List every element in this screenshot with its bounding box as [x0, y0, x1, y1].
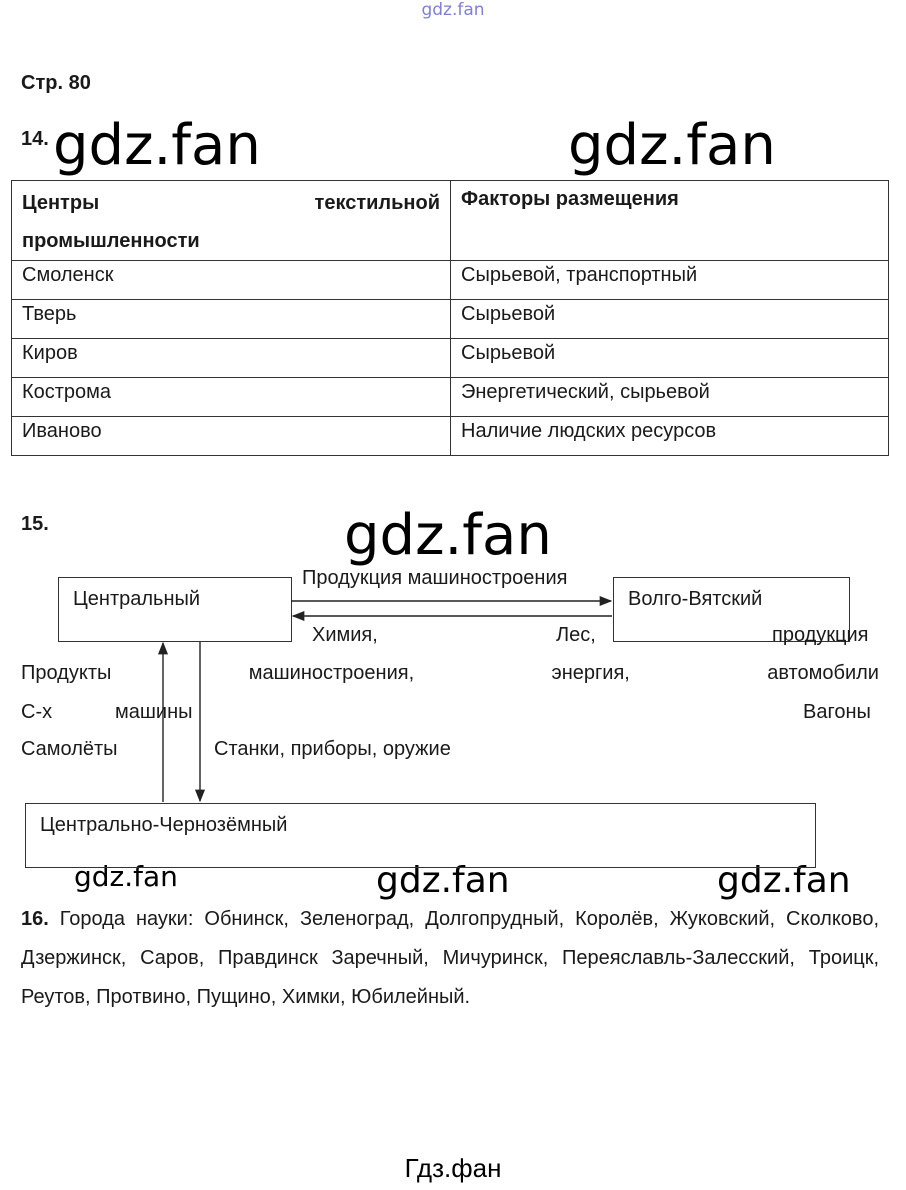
- city-cell: Иваново: [12, 417, 451, 456]
- flow-text: энергия,: [551, 662, 630, 684]
- footer-site-name: Гдз.фан: [404, 1153, 502, 1183]
- watermark: gdz.fan: [53, 113, 261, 178]
- watermark: gdz.fan: [74, 860, 178, 893]
- box-volga-label: Волго-Вятский: [628, 588, 763, 610]
- task-16-paragraph: [21, 900, 879, 1017]
- task-14-number: 14.: [21, 128, 49, 150]
- box-central-label: Центральный: [73, 588, 201, 610]
- watermark: gdz.fan: [717, 860, 851, 901]
- factor-cell: Энергетический, сырьевой: [451, 378, 889, 417]
- header-word: промышленности: [22, 230, 200, 252]
- flow-text: Продукты: [21, 662, 112, 684]
- city-cell: Смоленск: [12, 261, 451, 300]
- city-cell: Тверь: [12, 300, 451, 339]
- flow-text: машиностроения,: [248, 662, 415, 684]
- task-15-number: 15.: [21, 513, 49, 535]
- flow-text: Лес,: [556, 624, 596, 646]
- watermark: gdz.fan: [568, 113, 776, 178]
- header-word: Центры: [22, 192, 100, 214]
- flow-text: автомобили: [767, 662, 879, 684]
- factor-cell: Сырьевой: [451, 300, 889, 339]
- watermark: gdz.fan: [344, 503, 552, 568]
- header-factors-label: Факторы размещения: [461, 188, 679, 210]
- header-word: текстильной: [314, 192, 440, 214]
- task-16-number: 16.: [21, 908, 49, 930]
- flow-text: машины: [115, 701, 193, 723]
- factor-cell: Сырьевой, транспортный: [451, 261, 889, 300]
- page-label: Стр. 80: [21, 72, 91, 94]
- factor-cell: Наличие людских ресурсов: [451, 417, 889, 456]
- flow-text: Вагоны: [803, 701, 871, 723]
- watermark-top: gdz.fan: [421, 0, 485, 20]
- flow-text: продукция: [772, 624, 869, 646]
- watermark: gdz.fan: [376, 860, 510, 901]
- flow-text: С-х: [21, 701, 53, 723]
- flow-text: Станки, приборы, оружие: [214, 738, 451, 760]
- task-16-text: Города науки: Обнинск, Зеленоград, Долгопрудный, Королёв, Жуковский, Сколково, Дзержинск, Саров, Правдинск Заречный, Мичуринск, Переяславль-Залесский, Троицк, Реутов, Протвино, Пущино, Химки, Юбилейный.: [21, 908, 879, 1008]
- city-cell: Кострома: [12, 378, 451, 417]
- factor-cell: Сырьевой: [451, 339, 889, 378]
- flow-text: Самолёты: [21, 738, 118, 760]
- flow-text-line-2: [21, 662, 879, 685]
- flow-text: Химия,: [312, 624, 378, 646]
- arrow-label-machinery: Продукция машиностроения: [302, 567, 568, 589]
- city-cell: Киров: [12, 339, 451, 378]
- box-chernozem-label: Центрально-Чернозёмный: [40, 814, 288, 836]
